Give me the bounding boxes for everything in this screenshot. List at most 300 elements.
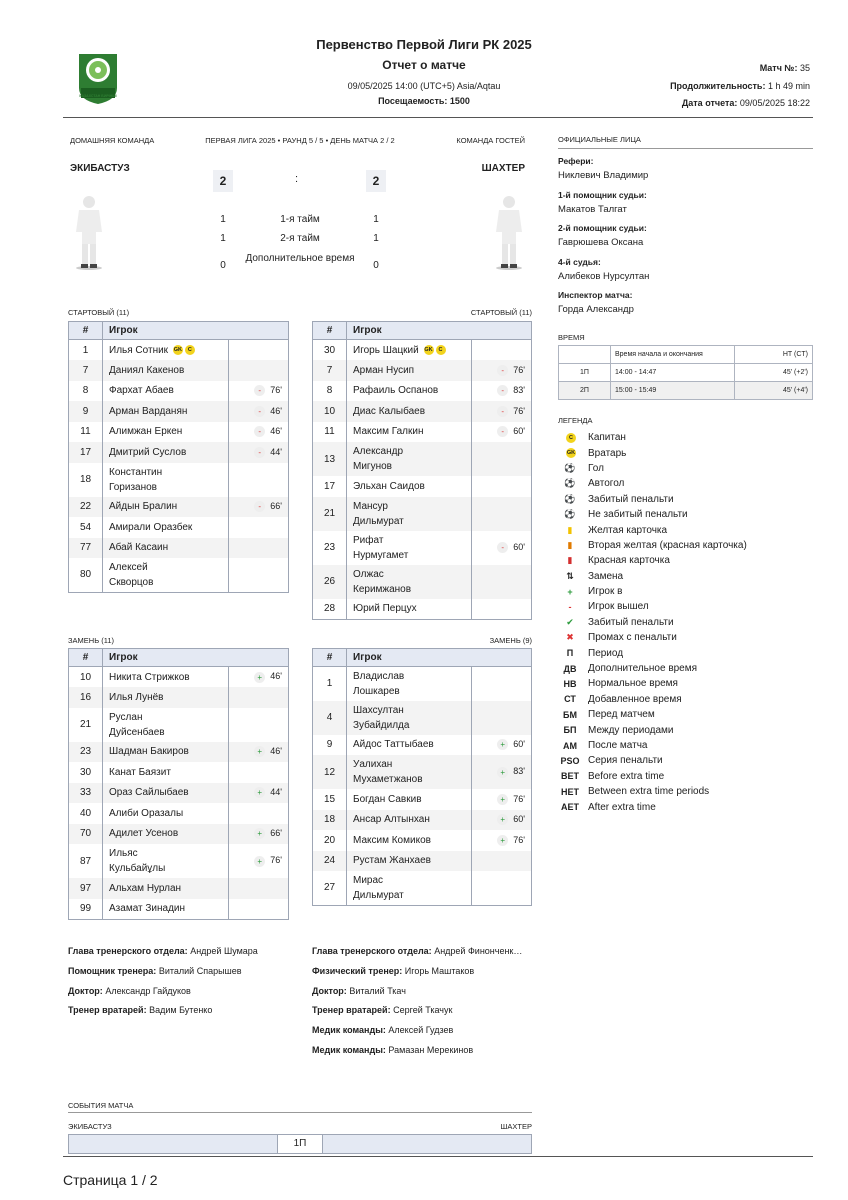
player-in-icon: + <box>497 739 508 750</box>
player-event <box>472 755 532 789</box>
legend-item <box>558 569 813 584</box>
events-period-label: 1П <box>277 1135 323 1153</box>
player-name-text: Альхам Нурлан <box>109 882 182 894</box>
legend-text: Игрок вышел <box>588 601 649 613</box>
player-event <box>229 742 289 763</box>
player-row <box>69 463 289 497</box>
legend-item <box>558 799 813 814</box>
player-number: 22 <box>69 497 103 518</box>
legend-item <box>558 784 813 799</box>
player-number: 15 <box>313 789 347 810</box>
player-event <box>472 599 532 620</box>
staff-entry <box>312 966 534 986</box>
event-minute: 46' <box>270 405 282 416</box>
legend-item <box>558 430 813 445</box>
player-event <box>472 851 532 872</box>
player-name-text: Никита Стрижков <box>109 671 190 683</box>
player-event <box>229 558 289 592</box>
player-event <box>229 783 289 804</box>
staff-entry <box>312 1025 534 1045</box>
player-event <box>229 844 289 878</box>
player-name <box>103 442 229 463</box>
player-name-text: Олжас Керимжанов <box>353 568 412 595</box>
event-minute: 76' <box>513 364 525 375</box>
legend-item <box>558 661 813 676</box>
legend-item <box>558 676 813 691</box>
player-event <box>472 565 532 599</box>
event-minute: 46' <box>270 671 282 682</box>
player-row <box>69 899 289 920</box>
footer-divider <box>63 1156 813 1157</box>
player-row <box>69 824 289 845</box>
table-header-row <box>313 649 532 667</box>
report-date: Дата отчета: 09/05/2025 18:22 <box>681 98 810 108</box>
player-event <box>472 735 532 756</box>
player-name <box>103 517 229 538</box>
legend-item <box>558 753 813 768</box>
player-number: 7 <box>313 360 347 381</box>
official-name: Горда Александр <box>558 304 634 315</box>
player-row <box>69 517 289 538</box>
player-name <box>103 824 229 845</box>
player-in-icon: + <box>254 746 265 757</box>
player-name <box>347 565 472 599</box>
extra-time-icon: ДВ <box>563 663 577 674</box>
page-number: Страница 1 / 2 <box>63 1172 158 1188</box>
staff-name: Вадим Бутенко <box>149 1005 213 1016</box>
time-row-range: 15:00 - 15:49 <box>611 382 735 400</box>
substitution-icon: ⇅ <box>566 570 574 581</box>
player-row <box>313 599 532 620</box>
player-row <box>69 783 289 804</box>
event-minute: 44' <box>270 787 282 798</box>
player-row <box>313 381 532 402</box>
player-row <box>69 762 289 783</box>
player-number: 18 <box>69 463 103 497</box>
legend-text: Желтая карточка <box>588 524 668 536</box>
staff-role: Тренер вратарей: <box>312 1005 391 1016</box>
legend-item <box>558 445 813 460</box>
legend-text: Период <box>588 647 624 659</box>
player-number: 11 <box>313 422 347 443</box>
staff-role: Медик команды: <box>312 1044 386 1055</box>
player-name-text: Алексей Скворцов <box>109 561 154 588</box>
time-row-period: 2П <box>559 382 611 400</box>
player-row <box>313 401 532 422</box>
legend-text: Серия пенальти <box>588 755 663 767</box>
col-player-header: Игрок <box>103 649 289 667</box>
official-role: 1-й помощник судьи: <box>558 189 647 200</box>
report-subtitle: Отчет о матче <box>382 58 466 72</box>
events-period-row <box>68 1134 532 1154</box>
legend-text: Нормальное время <box>588 678 678 690</box>
own-goal-icon: ⚽ <box>564 478 576 489</box>
player-name <box>347 830 472 851</box>
player-out-icon: - <box>497 385 508 396</box>
official-entry <box>558 156 813 190</box>
player-name-text: Алимжан Еркен <box>109 426 183 438</box>
staff-name: Виталий Ткач <box>349 985 406 996</box>
goalkeeper-badge-icon: GK <box>424 346 433 353</box>
home-score: 2 <box>213 170 233 192</box>
legend-item <box>558 522 813 537</box>
player-number: 17 <box>69 442 103 463</box>
player-event <box>229 762 289 783</box>
player-row <box>69 844 289 878</box>
player-name-text: Максим Галкин <box>353 426 424 438</box>
event-minute: 44' <box>270 446 282 457</box>
legend-badge: C <box>566 433 576 443</box>
time-row-range: 14:00 - 14:47 <box>611 364 735 382</box>
player-event <box>229 381 289 402</box>
penalty-missed-icon: ⚽ <box>564 509 576 520</box>
legend-item <box>558 492 813 507</box>
player-event <box>472 381 532 402</box>
player-name-text: Дмитрий Суслов <box>109 446 187 458</box>
yellow-card-icon: ▮ <box>567 524 573 535</box>
legend-text: Between extra time periods <box>588 786 710 798</box>
player-name <box>103 381 229 402</box>
player-name <box>103 538 229 559</box>
staff-entry <box>68 966 308 986</box>
event-minute: 46' <box>270 746 282 757</box>
player-row <box>69 878 289 899</box>
player-event <box>229 708 289 742</box>
player-number: 1 <box>69 340 103 361</box>
player-event <box>472 497 532 531</box>
legend-text: Не забитый пенальти <box>588 509 688 521</box>
staff-name: Игорь Маштаков <box>404 965 475 976</box>
time-col-ht: HT (CT) <box>735 346 813 364</box>
player-number: 18 <box>313 810 347 831</box>
player-name <box>347 340 472 361</box>
player-name <box>103 360 229 381</box>
player-row <box>313 667 532 701</box>
legend-text: Капитан <box>588 432 626 444</box>
player-name-text: Арман Варданян <box>109 405 188 417</box>
legend-item <box>558 738 813 753</box>
col-player-header: Игрок <box>347 322 532 340</box>
time-col-period <box>559 346 611 364</box>
legend-text: Красная карточка <box>588 555 670 567</box>
player-number: 13 <box>313 442 347 476</box>
period-1-away: 1 <box>373 214 379 225</box>
player-event <box>472 830 532 851</box>
player-event <box>229 497 289 518</box>
player-name <box>347 497 472 531</box>
time-row-ht: 45' (+2') <box>735 364 813 382</box>
player-row <box>313 340 532 361</box>
event-minute: 83' <box>513 766 525 777</box>
staff-role: Глава тренерского отдела: <box>312 946 432 956</box>
officials-title: ОФИЦИАЛЬНЫЕ ЛИЦА <box>558 135 641 144</box>
legend-text: Вратарь <box>588 447 627 459</box>
legend-text: Игрок в <box>588 586 623 598</box>
official-entry <box>558 190 813 224</box>
player-name-text: Шадман Бакиров <box>109 746 189 758</box>
legend-item <box>558 553 813 568</box>
player-name-text: Эльхан Саидов <box>353 480 425 492</box>
player-name <box>103 844 229 878</box>
legend-text: Гол <box>588 462 604 474</box>
player-name <box>347 442 472 476</box>
legend-item <box>558 769 813 784</box>
legend-item <box>558 476 813 491</box>
player-row <box>313 789 532 810</box>
player-name <box>103 899 229 920</box>
player-name-text: Амирали Оразбек <box>109 521 193 533</box>
penalty-shootout-icon: PSO <box>560 755 580 766</box>
player-row <box>69 667 289 688</box>
penalty-miss-icon: ✖ <box>566 632 574 643</box>
legend-item <box>558 645 813 660</box>
official-role: Инспектор матча: <box>558 290 633 300</box>
player-event <box>229 442 289 463</box>
legend-item <box>558 615 813 630</box>
player-row <box>69 538 289 559</box>
score-separator: : <box>295 173 299 185</box>
player-name <box>103 667 229 688</box>
event-minute: 83' <box>513 385 525 396</box>
player-out-icon: - <box>254 406 265 417</box>
player-event <box>472 442 532 476</box>
player-number: 70 <box>69 824 103 845</box>
event-minute: 66' <box>270 828 282 839</box>
period-et-away: 0 <box>373 260 379 271</box>
player-event <box>472 667 532 701</box>
player-event <box>229 899 289 920</box>
official-entry <box>558 257 813 291</box>
player-number: 9 <box>69 401 103 422</box>
player-row <box>313 871 532 905</box>
period-2-label: 2-я тайм <box>280 233 320 244</box>
table-header-row <box>69 322 289 340</box>
goalkeeper-badge-icon: GK <box>173 346 182 353</box>
legend-item <box>558 507 813 522</box>
time-row-period: 1П <box>559 364 611 382</box>
match-duration: Продолжительность: 1 h 49 min <box>670 81 810 91</box>
legend-item <box>558 722 813 737</box>
table-header-row <box>313 322 532 340</box>
player-row <box>313 565 532 599</box>
home-team-label: ДОМАШНЯЯ КОМАНДА <box>70 136 155 145</box>
player-name-text: Уалихан Мухаметжанов <box>353 759 423 785</box>
player-name-text: Ораз Сайлыбаев <box>109 787 189 799</box>
legend-text: After extra time <box>588 801 656 813</box>
player-in-icon: + <box>497 835 508 846</box>
player-name-text: Рустам Жанхаев <box>353 855 431 867</box>
legend-text: Вторая желтая (красная карточка) <box>588 539 747 551</box>
attendance: Посещаемость: 1500 <box>378 96 470 106</box>
player-name-text: Рафаиль Оспанов <box>353 385 439 397</box>
events-divider <box>68 1112 532 1113</box>
legend-text: Между периодами <box>588 724 674 736</box>
player-row <box>313 851 532 872</box>
player-number: 10 <box>313 401 347 422</box>
player-name <box>347 401 472 422</box>
player-in-icon: + <box>497 767 508 778</box>
player-number: 40 <box>69 803 103 824</box>
player-name-text: Шахсултан Зубайдилда <box>353 704 410 731</box>
event-minute: 60' <box>513 814 525 825</box>
period-2-away: 1 <box>373 233 379 244</box>
player-number: 54 <box>69 517 103 538</box>
player-in-icon: + <box>254 828 265 839</box>
player-name-text: Игорь Шацкий <box>353 344 419 356</box>
legend-text: Before extra time <box>588 770 665 782</box>
player-row <box>313 531 532 565</box>
legend-item <box>558 692 813 707</box>
player-event <box>229 422 289 443</box>
col-player-header: Игрок <box>103 322 289 340</box>
player-number: 12 <box>313 755 347 789</box>
staff-role: Доктор: <box>312 985 347 996</box>
player-number: 4 <box>313 701 347 735</box>
legend-text: Перед матчем <box>588 709 655 721</box>
player-in-icon: + <box>497 794 508 805</box>
staff-role: Физический тренер: <box>312 965 403 976</box>
away-team-label: КОМАНДА ГОСТЕЙ <box>456 136 525 145</box>
player-row <box>313 701 532 735</box>
away-score: 2 <box>366 170 386 192</box>
player-number: 10 <box>69 667 103 688</box>
player-name-text: Максим Комиков <box>353 834 431 846</box>
player-name <box>347 871 472 905</box>
player-number: 9 <box>313 735 347 756</box>
away-staff <box>312 946 534 1065</box>
event-minute: 66' <box>270 501 282 512</box>
event-minute: 46' <box>270 426 282 437</box>
legend-text: Автогол <box>588 478 625 490</box>
events-title: СОБЫТИЯ МАТЧА <box>68 1101 134 1110</box>
player-out-icon: - <box>254 447 265 458</box>
player-event <box>472 810 532 831</box>
home-subs-table <box>68 648 289 920</box>
staff-name: Алексей Гудзев <box>388 1025 454 1036</box>
player-number: 99 <box>69 899 103 920</box>
player-name-text: Абай Касаин <box>109 542 169 554</box>
staff-name: Виталий Спарышев <box>158 965 242 976</box>
period-et-home: 0 <box>220 260 226 271</box>
event-minute: 60' <box>513 541 525 552</box>
away-kit-icon <box>492 194 526 272</box>
player-event <box>229 667 289 688</box>
legend-text: Дополнительное время <box>588 663 698 675</box>
player-out-icon: - <box>254 385 265 396</box>
home-starting-table <box>68 321 289 593</box>
time-table <box>558 345 813 400</box>
legend-text: Забитый пенальти <box>588 616 674 628</box>
player-name <box>103 422 229 443</box>
player-name <box>347 599 472 620</box>
player-row <box>313 735 532 756</box>
player-row <box>69 381 289 402</box>
player-event <box>229 878 289 899</box>
player-out-icon: - <box>497 365 508 376</box>
player-event <box>472 422 532 443</box>
player-row <box>313 422 532 443</box>
player-name-text: Алиби Оразалы <box>109 807 184 819</box>
player-event <box>472 531 532 565</box>
player-out-icon: - <box>497 426 508 437</box>
staff-entry <box>312 946 534 966</box>
time-row-ht: 45' (+4') <box>735 382 813 400</box>
player-in-icon: + <box>254 856 265 867</box>
player-name-text: Илья Сотник <box>109 344 169 356</box>
player-name <box>347 360 472 381</box>
official-role: Рефери: <box>558 156 594 166</box>
player-row <box>69 497 289 518</box>
player-name <box>103 401 229 422</box>
officials-divider <box>558 148 813 149</box>
player-event <box>472 789 532 810</box>
official-entry <box>558 290 813 324</box>
away-subs-label: ЗАМЕНЬ (9) <box>489 636 532 645</box>
event-minute: 76' <box>513 793 525 804</box>
home-team-name: ЭКИБАСТУЗ <box>70 163 130 174</box>
player-in-icon: + <box>497 814 508 825</box>
player-number: 11 <box>69 422 103 443</box>
player-name <box>347 381 472 402</box>
away-subs-table <box>312 648 532 906</box>
home-staff <box>68 946 308 1025</box>
player-number: 24 <box>313 851 347 872</box>
player-event <box>229 463 289 497</box>
col-number-header: # <box>69 322 103 340</box>
events-home: ЭКИБАСТУЗ <box>68 1122 112 1131</box>
player-name <box>103 762 229 783</box>
player-name <box>103 558 229 592</box>
player-event <box>472 476 532 497</box>
player-name-text: Адилет Усенов <box>109 828 179 840</box>
player-number: 1 <box>313 667 347 701</box>
player-number: 77 <box>69 538 103 559</box>
captain-badge-icon: C <box>185 345 195 355</box>
player-row <box>69 558 289 592</box>
match-number: Матч №: 35 <box>759 63 810 73</box>
between-periods-icon: БП <box>563 725 577 736</box>
period-icon: П <box>566 648 574 659</box>
home-start-label: СТАРТОВЫЙ (11) <box>68 308 130 317</box>
officials-list <box>558 156 813 324</box>
staff-name: Рамазан Мерекинов <box>388 1044 474 1055</box>
home-kit-icon <box>72 194 106 272</box>
player-number: 20 <box>313 830 347 851</box>
player-out-icon: - <box>254 426 265 437</box>
player-row <box>313 497 532 531</box>
player-name-text: Богдан Савкив <box>353 793 422 805</box>
player-name-text: Айдос Таттыбаев <box>353 739 434 751</box>
official-name: Никлевич Владимир <box>558 170 649 181</box>
player-event <box>472 340 532 361</box>
player-row <box>69 422 289 443</box>
legend-item <box>558 538 813 553</box>
player-name-text: Азамат Зинадин <box>109 903 186 914</box>
player-out-icon: - <box>568 601 572 612</box>
player-number: 23 <box>313 531 347 565</box>
player-in-icon: + <box>254 672 265 683</box>
player-name <box>347 701 472 735</box>
player-number: 8 <box>313 381 347 402</box>
events-away: ШАХТЕР <box>500 1122 532 1131</box>
player-row <box>69 803 289 824</box>
player-name-text: Ансар Алтынхан <box>353 814 430 826</box>
player-event <box>472 360 532 381</box>
header-divider <box>63 117 813 118</box>
player-name-text: Канат Баязит <box>109 766 171 778</box>
player-row <box>313 476 532 497</box>
player-number: 26 <box>313 565 347 599</box>
